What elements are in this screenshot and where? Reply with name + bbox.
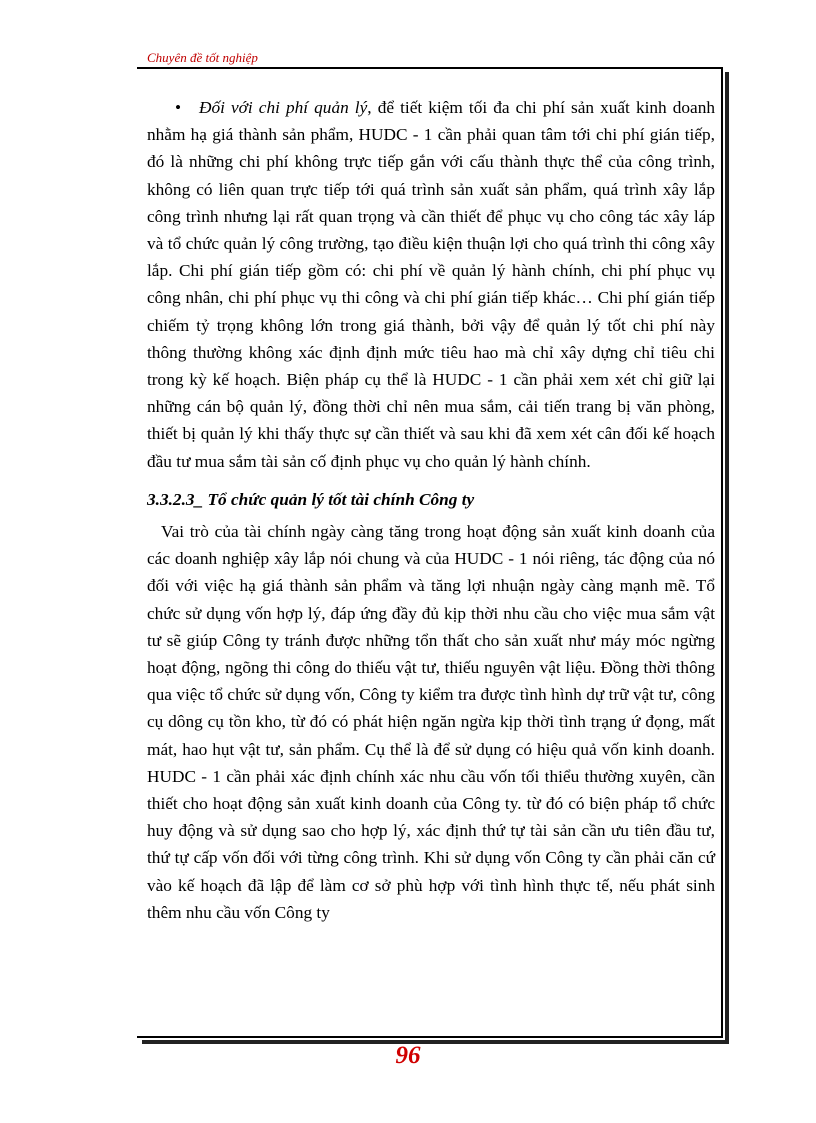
page-border-right [721,67,723,1036]
section-heading: 3.3.2.3_ Tổ chức quản lý tốt tài chính Công ty [147,489,475,509]
page-border-shadow-right [725,72,729,1040]
page-content [147,94,715,926]
running-header-title: Chuyên đề tốt nghiệp [147,50,258,65]
page-number: 96 [395,1042,421,1069]
page-border-top [137,67,721,69]
section-paragraph: Vai trò của tài chính ngày càng tăng trong hoạt động sản xuất kinh doanh của các doanh nghiệp xây lắp nói chung và của HUDC - 1 nói riêng, tác động của nó đối với việc hạ giá thành sản phẩm và tăng lợi nhuận ngày càng mạnh mẽ. Tổ chức sử dụng vốn hợp lý, đáp ứng đầy đủ kịp thời nhu cầu cho việc mua sắm vật tư sẽ giúp Công ty tránh được những tổn thất cho sản xuất như máy móc ngừng hoạt động, ngõng thi công do thiếu vật tư, thiếu nguyên vật liệu. Đồng thời thông qua việc tổ chức sử dụng vốn, Công ty kiểm tra được tình hình dự trữ vật tư, công cụ dông cụ tồn kho, từ đó có phát hiện ngăn ngừa kịp thời tình trạng ứ đọng, mất mát, hao hụt vật tư, sản phẩm. Cụ thể là để sử dụng có hiệu quả vốn kinh doanh. HUDC - 1 cần phải xác định chính xác nhu cầu vốn tối thiểu thường xuyên, cần thiết cho hoạt động sản xuất kinh doanh của Công ty. từ đó có biện pháp tổ chức huy động và sử dụng sao cho hợp lý, xác định thứ tự tài sản cần ưu tiên đầu tư, thứ tự cấp vốn đối với từng công trình. Khi sử dụng vốn Công ty cần phải căn cứ vào kế hoạch đã lập để làm cơ sở phù hợp với tình hình thực tế, nếu phát sinh thêm nhu cầu vốn Công ty [147,522,715,922]
page-border-bottom [137,1036,723,1038]
bullet-icon: • [175,98,182,117]
bullet-paragraph [147,94,715,475]
bullet-lead-text: Đối với chi phí quản lý [199,98,368,117]
bullet-body-text: , để tiết kiệm tối đa chi phí sản xuất kinh doanh nhằm hạ giá thành sản phẩm, HUDC - 1 cần phải quan tâm tới chi phí gián tiếp, đó là những chi phí không trực tiếp gắn với cấu thành thực thể của công trình, không có liên quan trực tiếp tới quá trình sản xuất sản phẩm, quá trình xây lắp công trình nhưng lại rất quan trọng và cần thiết để phục vụ cho công tác xây láp và tổ chức quản lý công trường, tạo điều kiện thuận lợi cho quá trình thi công xây lắp. Chi phí gián tiếp gồm có: chi phí về quản lý hành chính, chi phí phục vụ công nhân, chi phí phục vụ thi công và chi phí gián tiếp khác… Chi phí gián tiếp chiếm tỷ trọng không lớn trong giá thành, bởi vậy để quản lý tốt chi phí này thông thường không xác định định mức tiêu hao mà chỉ xây dựng chỉ tiêu chi trong kỳ kế hoạch. Biện pháp cụ thể là HUDC - 1 cần phải xem xét chỉ giữ lại những cán bộ quản lý, đồng thời chỉ nên mua sắm, cải tiến trang bị văn phòng, thiết bị quản lý khi thấy thực sự cần thiết và sau khi đã xem xét cân đối kế hoạch đầu tư mua sắm tài sản cố định phục vụ cho quản lý hành chính. [147,98,715,471]
